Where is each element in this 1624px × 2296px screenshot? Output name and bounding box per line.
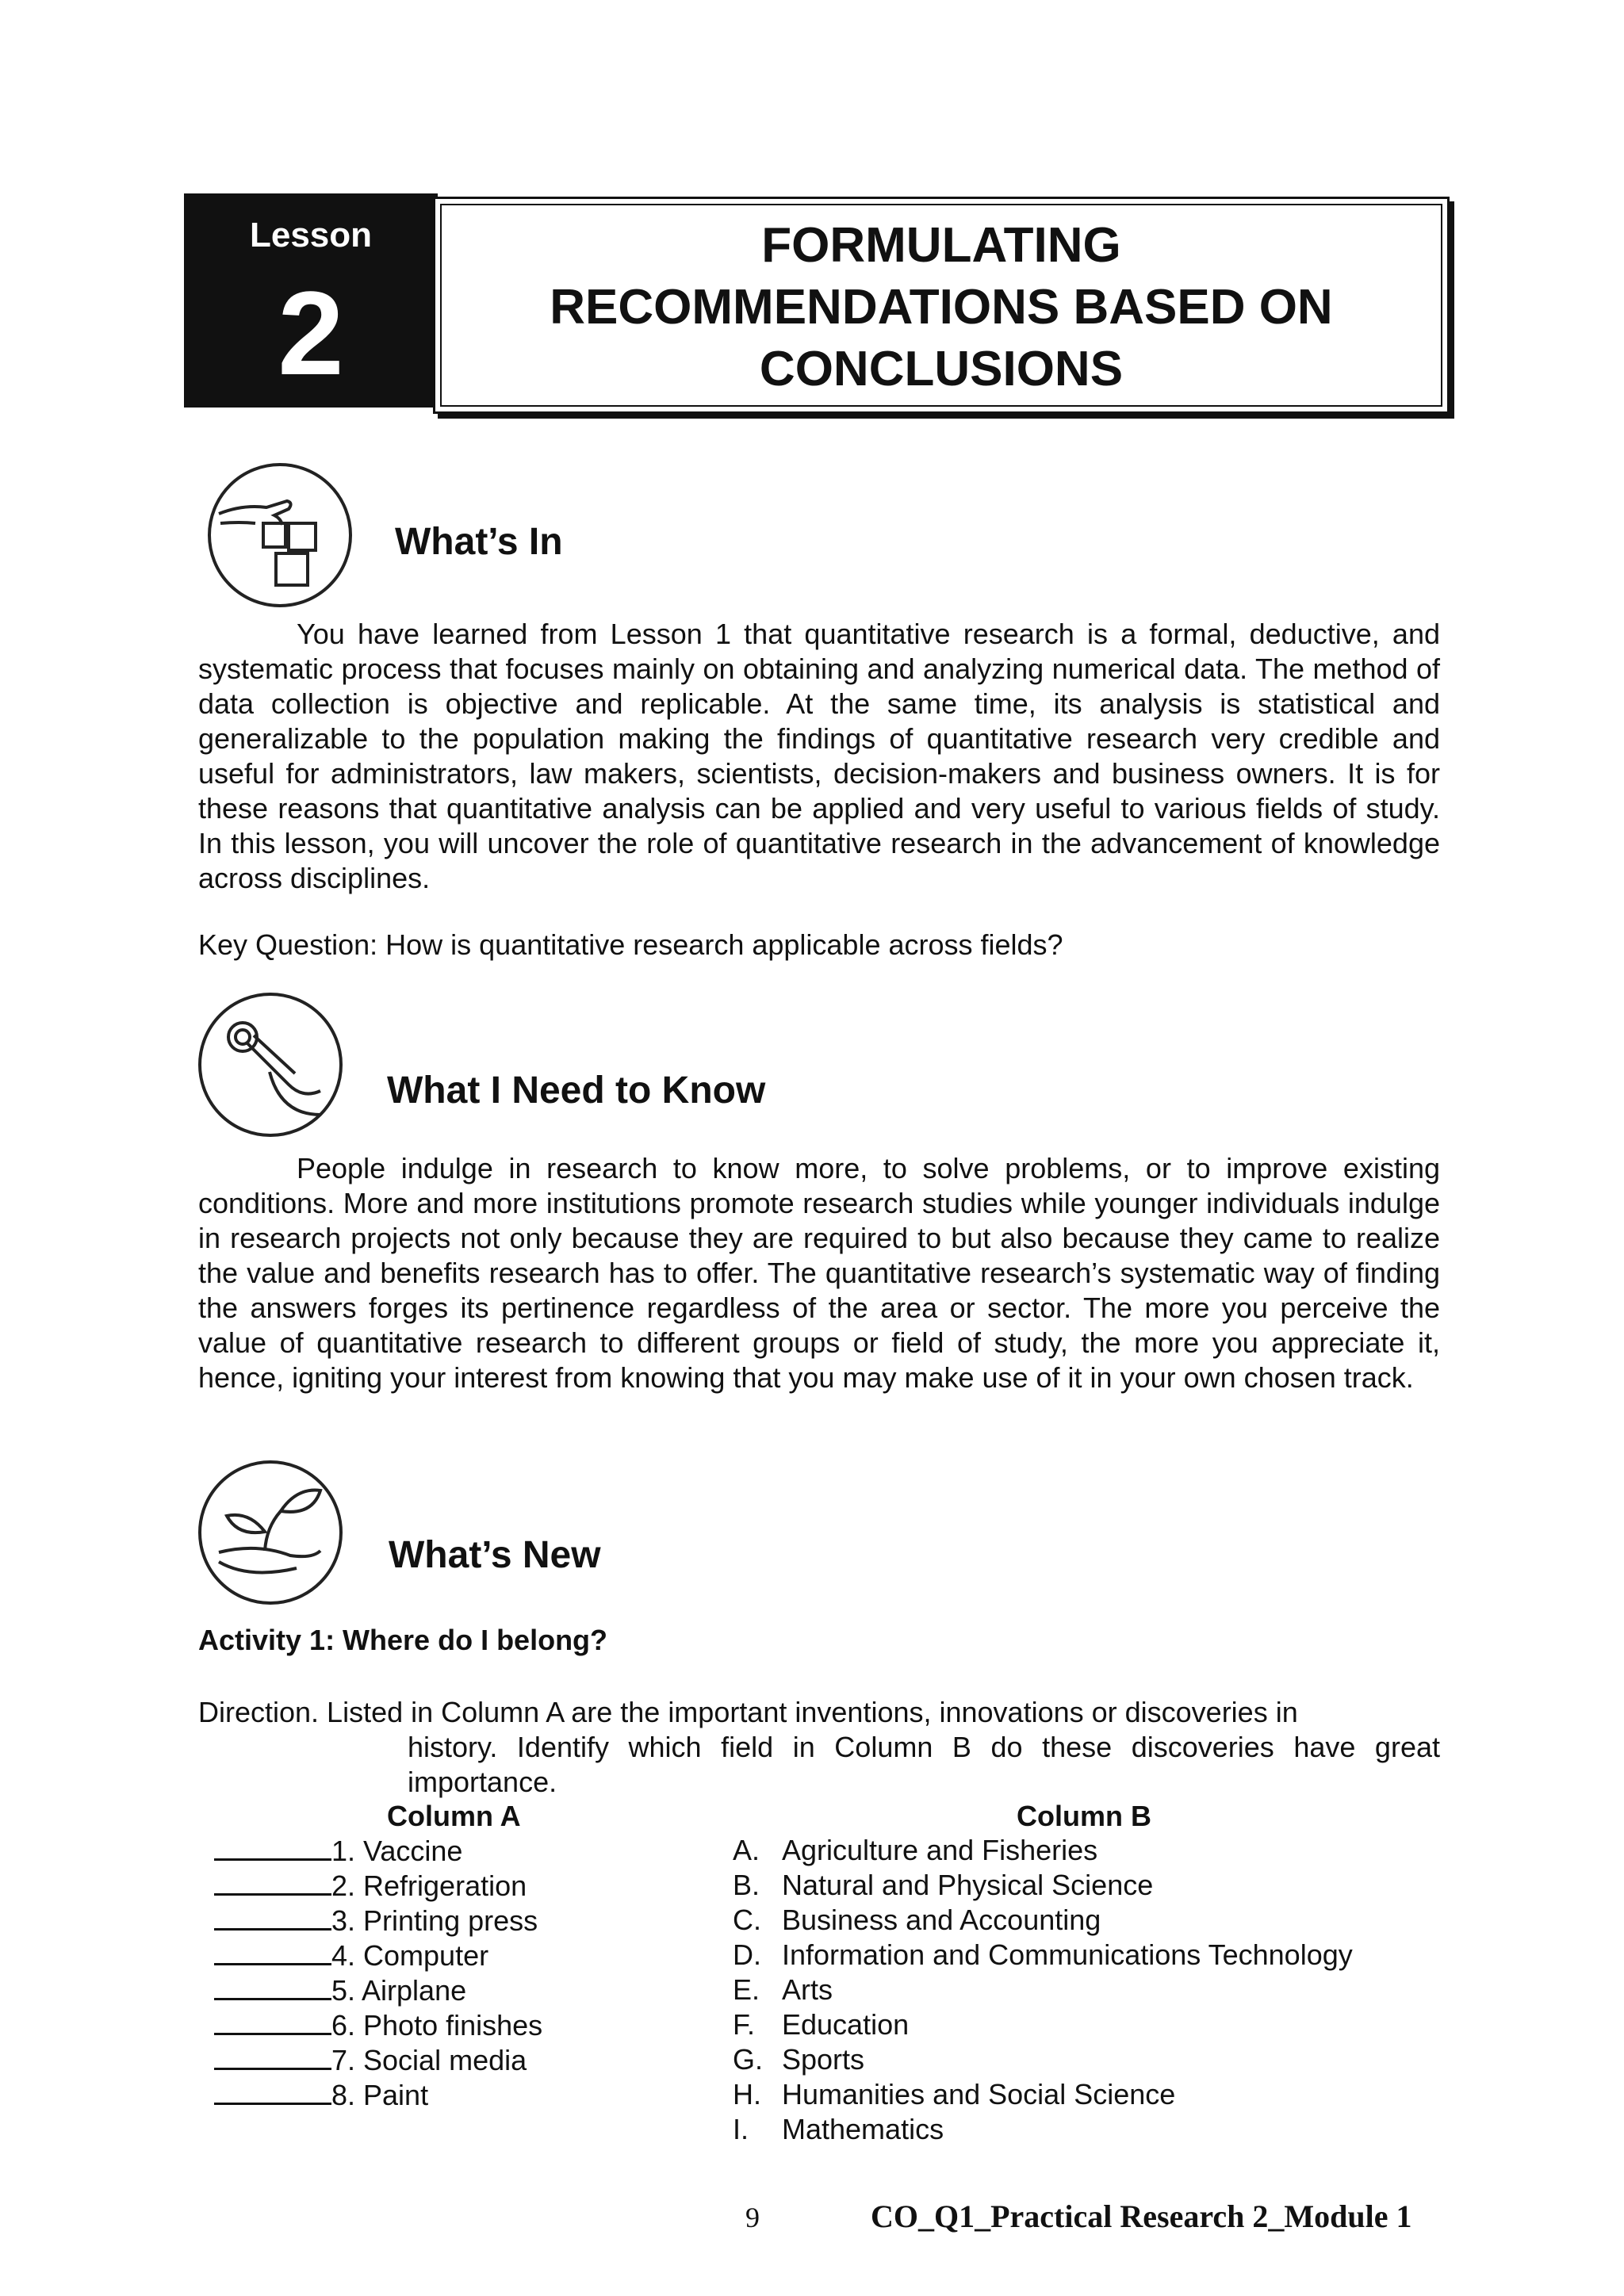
lesson-number: 2 <box>278 266 344 400</box>
list-item: G. Sports <box>733 2043 865 2076</box>
list-item: 6. Photo finishes <box>214 2007 542 2043</box>
lesson-badge <box>184 193 438 408</box>
direction-continuation: history. Identify which field in Column B do these discoveries have great importance. <box>408 1731 1440 1798</box>
hand-holding-sprout-icon <box>198 1460 343 1605</box>
list-item: C. Business and Accounting <box>733 1904 1101 1936</box>
lesson-title <box>435 215 1447 400</box>
whats-in-heading: What’s In <box>395 521 563 563</box>
answer-blank[interactable] <box>214 2007 331 2035</box>
finger-pressing-button-icon <box>198 993 343 1137</box>
answer-blank[interactable] <box>214 1938 331 1965</box>
answer-blank[interactable] <box>214 2042 331 2070</box>
page-number: 9 <box>745 2202 760 2233</box>
whats-new-heading: What’s New <box>389 1534 601 1576</box>
list-item: 1. Vaccine <box>214 1833 462 1869</box>
column-a-header: Column A <box>387 1800 521 1832</box>
module-code: CO_Q1_Practical Research 2_Module 1 <box>871 2198 1412 2234</box>
list-item: B. Natural and Physical Science <box>733 1869 1154 1901</box>
key-question: Key Question: How is quantitative research applicable across fields? <box>198 928 1063 961</box>
answer-blank[interactable] <box>214 1868 331 1896</box>
column-b-header: Column B <box>1017 1800 1151 1832</box>
list-item: E. Arts <box>733 1973 833 2006</box>
whats-in-paragraph: You have learned from Lesson 1 that quantitative research is a formal, deductive, and systematic process that focuses mainly on obtaining and analyzing numerical data. The method of data collection is objective and replicable. At the same time, its analysis is statistical and generalizable to the population making the findings of quantitative research very credible and useful for administrators, law makers, scientists, decision-makers and business owners. It is for these reasons that quantitative analysis can be applied and very useful to various fields of study. In this lesson, you will uncover the role of quantitative research in the advancement of knowledge across disciplines. <box>198 618 1440 894</box>
lesson-title-box <box>433 197 1450 414</box>
direction-first-line: Direction. Listed in Column A are the important inventions, innovations or discoveries in <box>198 1696 1298 1728</box>
hand-stacking-blocks-icon <box>208 463 352 607</box>
lesson-title-line-2: RECOMMENDATIONS BASED ON <box>550 280 1333 335</box>
lesson-title-line-1: FORMULATING <box>761 218 1121 273</box>
activity-title: Activity 1: Where do I belong? <box>198 1624 608 1656</box>
answer-blank[interactable] <box>214 2077 331 2105</box>
list-item: 5. Airplane <box>214 1973 466 2008</box>
list-item: 7. Social media <box>214 2042 527 2078</box>
answer-blank[interactable] <box>214 1903 331 1931</box>
lesson-label: Lesson <box>249 216 373 254</box>
what-i-need-to-know-paragraph: People indulge in research to know more, to solve problems, or to improve existing conditions. More and more institutions promote research studies while younger individuals indulge in research projects not only because they are required to but also because they came to realize the value and benefits research has to offer. The quantitative research’s systematic way of finding the answers forges its pertinence regardless of the area or sector. The more you perceive the value of quantitative research to different groups or field of study, the more you appreciate it, hence, igniting your interest from knowing that you may make use of it in your own chosen track. <box>198 1152 1440 1394</box>
list-item: I. Mathematics <box>733 2113 944 2145</box>
list-item: D. Information and Communications Technology <box>733 1938 1353 1971</box>
list-item: F. Education <box>733 2008 910 2041</box>
list-item: 8. Paint <box>214 2077 428 2113</box>
list-item: 3. Printing press <box>214 1903 538 1938</box>
what-i-need-to-know-heading: What I Need to Know <box>387 1070 766 1112</box>
list-item: A. Agriculture and Fisheries <box>733 1834 1098 1866</box>
answer-blank[interactable] <box>214 1973 331 2000</box>
list-item: 2. Refrigeration <box>214 1868 527 1904</box>
lesson-title-line-3: CONCLUSIONS <box>759 342 1124 396</box>
list-item: H. Humanities and Social Science <box>733 2078 1176 2110</box>
list-item: 4. Computer <box>214 1938 488 1973</box>
answer-blank[interactable] <box>214 1833 331 1861</box>
